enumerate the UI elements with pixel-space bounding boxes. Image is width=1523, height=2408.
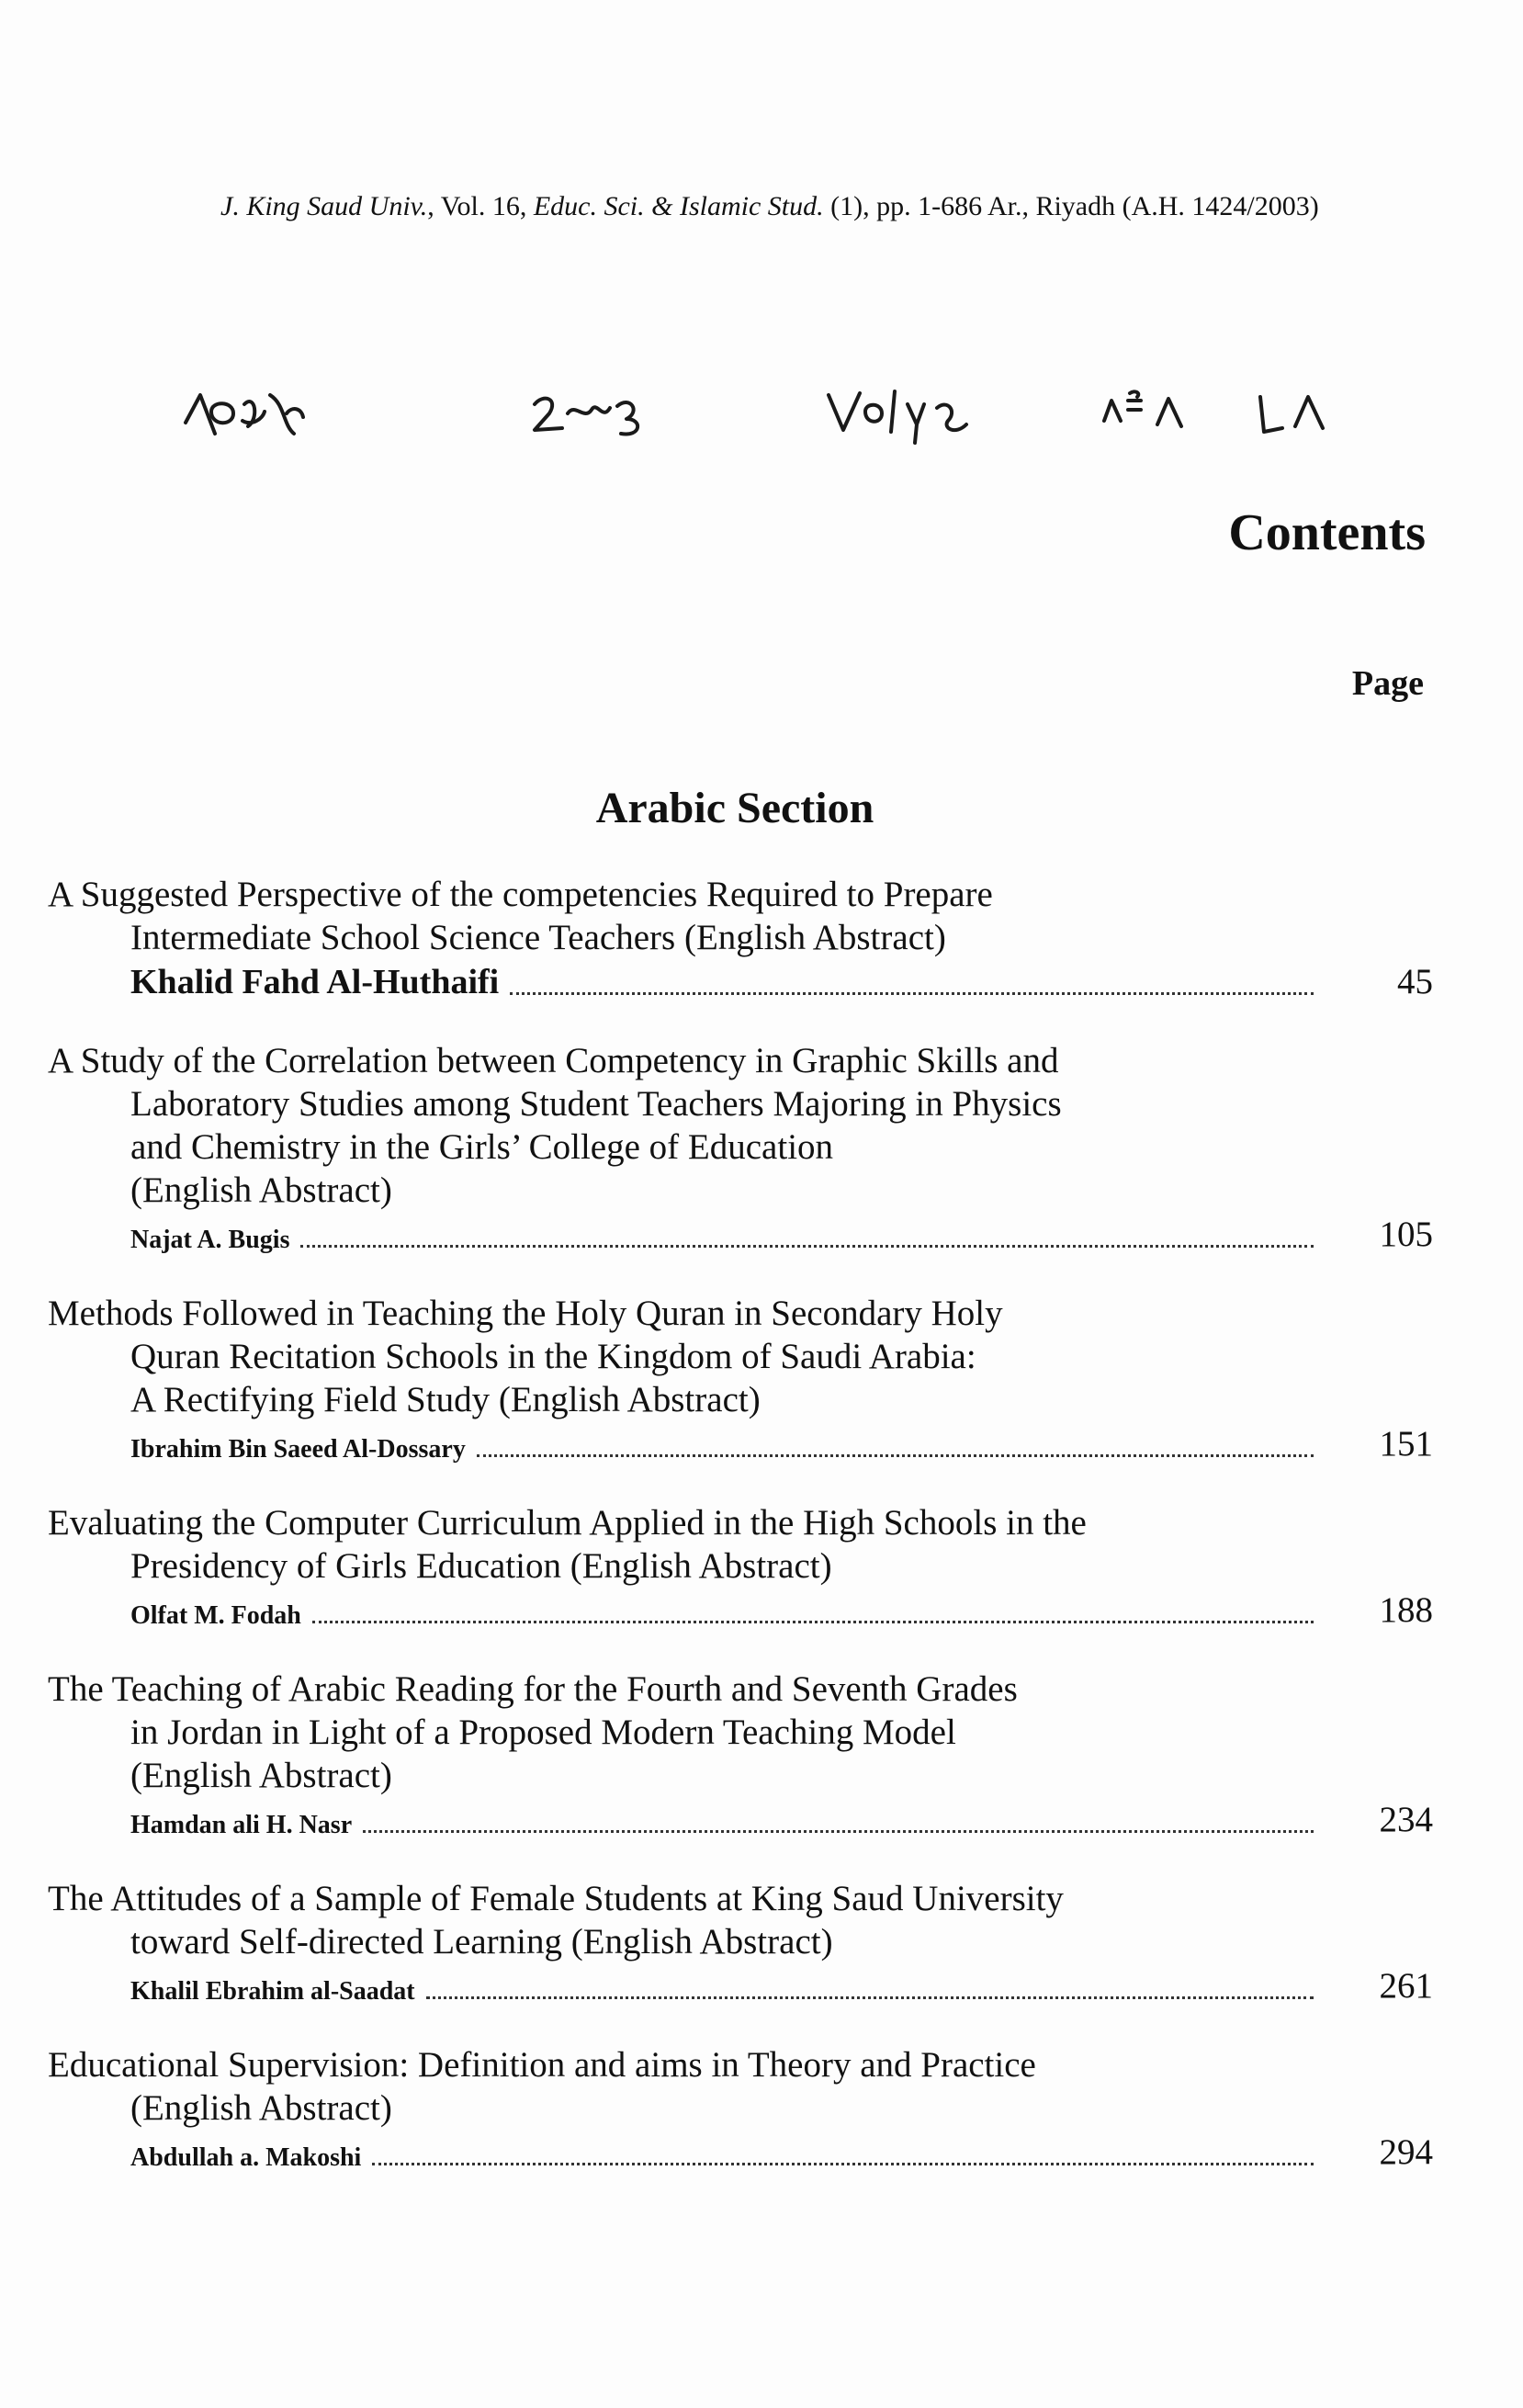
toc-entry	[48, 1668, 1435, 1840]
entry-author: Ibrahim Bin Saeed Al-Dossary	[130, 1435, 466, 1464]
entry-title-line: Evaluating the Computer Curriculum Applied in the High Schools in the	[48, 1503, 1087, 1543]
entry-author: Abdullah a. Makoshi	[130, 2143, 362, 2172]
entry-author: Khalid Fahd Al-Huthaifi	[130, 963, 500, 1001]
entry-title-line: The Attitudes of a Sample of Female Students at King Saud University	[48, 1879, 1064, 1918]
entry-title-line: Quran Recitation Schools in the Kingdom of Saudi Arabia:	[130, 1337, 976, 1376]
toc-entry	[48, 1877, 1435, 2007]
entry-page-number: 234	[1379, 1800, 1433, 1839]
section-title: Arabic Section	[595, 784, 874, 832]
entry-title-line: Intermediate School Science Teachers (English Abstract)	[130, 918, 946, 957]
toc-entry	[48, 2043, 1435, 2173]
toc-entry	[48, 1501, 1435, 1631]
dot-leader	[477, 1453, 1314, 1457]
entry-author-row	[48, 1423, 1435, 1464]
journal-volume: , Vol. 16,	[427, 191, 534, 221]
entry-title	[48, 2043, 1435, 2130]
entry-title	[48, 1877, 1435, 1963]
entry-title-line: and Chemistry in the Girls’ College of Education	[130, 1127, 834, 1167]
toc-entry	[48, 1292, 1435, 1464]
entry-title-line: A Rectifying Field Study (English Abstract)	[130, 1380, 761, 1419]
entry-title	[48, 1292, 1435, 1421]
dot-leader	[372, 2162, 1314, 2165]
entry-title-line: Educational Supervision: Definition and aims in Theory and Practice	[48, 2045, 1036, 2085]
entry-author: Olfat M. Fodah	[130, 1601, 301, 1630]
handwritten-note	[175, 367, 1461, 478]
entry-title-line: toward Self-directed Learning (English Abstract)	[130, 1922, 833, 1961]
dot-leader	[363, 1829, 1314, 1833]
entry-title-line: A Study of the Correlation between Competency in Graphic Skills and	[48, 1041, 1059, 1080]
entry-title-line: Methods Followed in Teaching the Holy Quran in Secondary Holy	[48, 1294, 1003, 1333]
entry-author-row	[48, 1589, 1435, 1631]
entry-title-line: (English Abstract)	[130, 1170, 392, 1210]
entry-author: Hamdan ali H. Nasr	[130, 1811, 353, 1839]
journal-name: J. King Saud Univ.	[220, 191, 428, 221]
toc-entries	[48, 873, 1435, 2210]
dot-leader	[312, 1620, 1314, 1623]
entry-title-line: The Teaching of Arabic Reading for the Fourth and Seventh Grades	[48, 1669, 1018, 1709]
entry-title-line: (English Abstract)	[130, 1756, 392, 1795]
entry-page-number: 105	[1379, 1215, 1433, 1254]
entry-title	[48, 1668, 1435, 1797]
entry-author: Najat A. Bugis	[130, 1226, 290, 1254]
entry-title	[48, 1501, 1435, 1588]
entry-page-number: 45	[1397, 962, 1433, 1001]
entry-title-line: Laboratory Studies among Student Teachers Majoring in Physics	[130, 1084, 1062, 1124]
entry-title	[48, 1039, 1435, 1212]
entry-author-row	[48, 1965, 1435, 2007]
entry-title-line: Presidency of Girls Education (English Abstract)	[130, 1546, 832, 1586]
entry-title-line: A Suggested Perspective of the competencies Required to Prepare	[48, 875, 993, 914]
entry-page-number: 151	[1379, 1424, 1433, 1464]
page-column-label: Page	[1351, 664, 1424, 703]
journal-header	[220, 191, 1488, 222]
dot-leader	[300, 1244, 1314, 1248]
dot-leader	[510, 991, 1314, 995]
contents-title: Contents	[1228, 504, 1426, 561]
entry-title	[48, 873, 1435, 959]
dot-leader	[426, 1995, 1314, 1999]
entry-title-line: (English Abstract)	[130, 2088, 392, 2128]
journal-series: Educ. Sci. & Islamic Stud.	[533, 191, 824, 221]
entry-author-row	[48, 1799, 1435, 1840]
toc-entry	[48, 873, 1435, 1002]
entry-author-row	[48, 1214, 1435, 1255]
entry-page-number: 188	[1379, 1590, 1433, 1630]
entry-author-row	[48, 2131, 1435, 2173]
entry-author-row	[48, 961, 1435, 1002]
entry-author: Khalil Ebrahim al-Saadat	[130, 1977, 415, 2006]
entry-title-line: in Jordan in Light of a Proposed Modern Teaching Model	[130, 1713, 956, 1752]
journal-pages: (1), pp. 1-686 Ar., Riyadh (A.H. 1424/2003)	[823, 191, 1319, 221]
entry-page-number: 294	[1379, 2132, 1433, 2172]
entry-page-number: 261	[1379, 1966, 1433, 2006]
toc-entry	[48, 1039, 1435, 1255]
